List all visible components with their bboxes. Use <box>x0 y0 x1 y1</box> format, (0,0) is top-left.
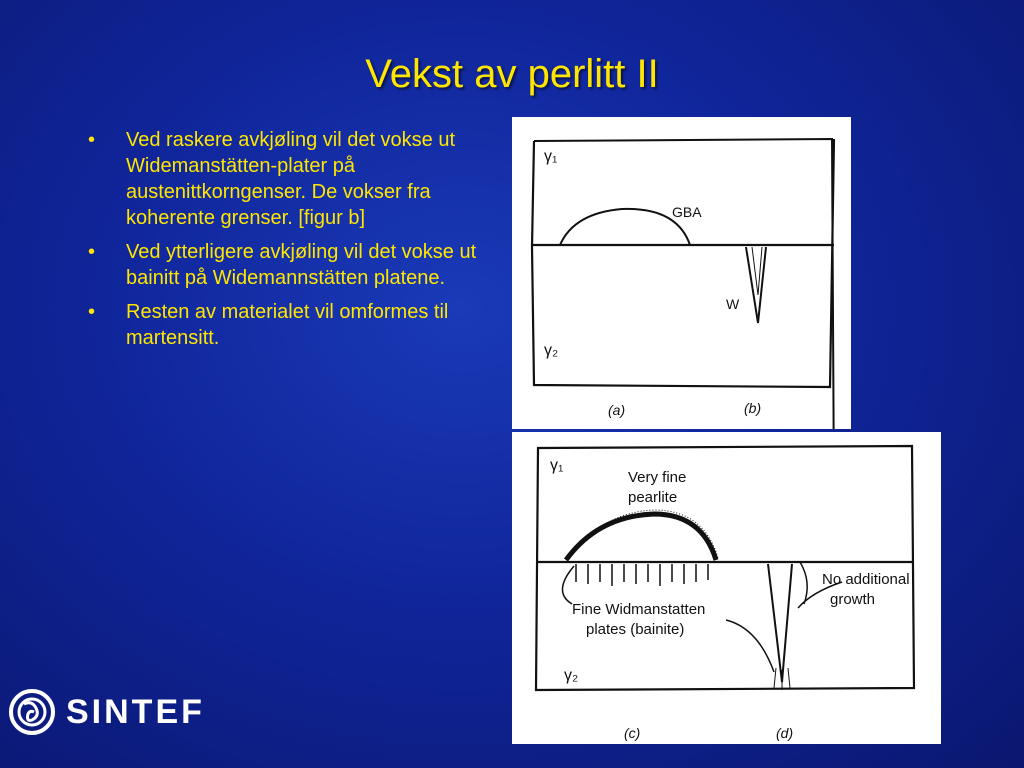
bullet-text: Resten av materialet vil omformes til martensitt. <box>126 301 449 349</box>
grain-label-gamma1: γ₁ <box>550 457 564 474</box>
bullet-list <box>88 127 488 359</box>
pearlite-colony <box>566 514 716 560</box>
label-pearlite-line2: pearlite <box>628 489 678 506</box>
bullet-item <box>88 127 488 231</box>
label-no-growth-line1: No additional <box>822 571 910 588</box>
caption-a: (a) <box>608 402 626 418</box>
bainite-tip <box>774 668 790 690</box>
grain-label-gamma1: γ₁ <box>544 148 558 165</box>
figure-top <box>512 117 851 429</box>
caption-d: (d) <box>776 725 794 741</box>
widmanstatten-plate-inner <box>752 247 762 295</box>
label-pearlite-line1: Very fine <box>628 469 687 486</box>
bainite-plates <box>576 564 708 586</box>
slide-title: Vekst av perlitt II <box>365 52 659 96</box>
label-w: W <box>726 296 740 312</box>
caption-b: (b) <box>744 400 762 416</box>
sintef-logo <box>8 688 205 736</box>
grain-label-gamma2: γ₂ <box>544 342 559 359</box>
bullet-item <box>88 299 488 351</box>
widmanstatten-plate <box>746 247 766 323</box>
label-gba: GBA <box>672 204 702 220</box>
bullet-marker: • <box>88 241 96 263</box>
bullet-marker: • <box>88 129 96 151</box>
figure-top-drawing <box>512 117 851 429</box>
caption-c: (c) <box>624 725 641 741</box>
label-widmanstatten-line1: Fine Widmanstatten <box>572 601 706 618</box>
label-widmanstatten-line2: plates (bainite) <box>586 621 685 638</box>
bullet-marker: • <box>88 301 96 323</box>
grain-frame <box>532 139 834 387</box>
figure-bottom <box>512 432 941 744</box>
grain-frame <box>536 446 914 690</box>
figure-bottom-drawing <box>512 432 941 744</box>
grain-label-gamma2: γ₂ <box>564 667 579 684</box>
bullet-text: Ved ytterligere avkjøling vil det vokse ut bainitt på Widemannstätten platene. <box>126 241 477 289</box>
arrow-fine-plates <box>562 566 574 604</box>
arrow-no-growth <box>800 562 807 604</box>
label-no-growth-line2: growth <box>830 591 876 608</box>
bullet-text: Ved raskere avkjøling vil det vokse ut Widemanstätten-plater på austenittkorngenser. De vokser fra koherente grenser. [figur b] <box>126 129 456 229</box>
gba-allotriomorph <box>560 209 690 245</box>
arrow-bainite <box>726 620 774 672</box>
bullet-item <box>88 239 488 291</box>
sintef-logo-icon <box>8 688 56 736</box>
sintef-logo-text: SINTEF <box>66 692 205 731</box>
